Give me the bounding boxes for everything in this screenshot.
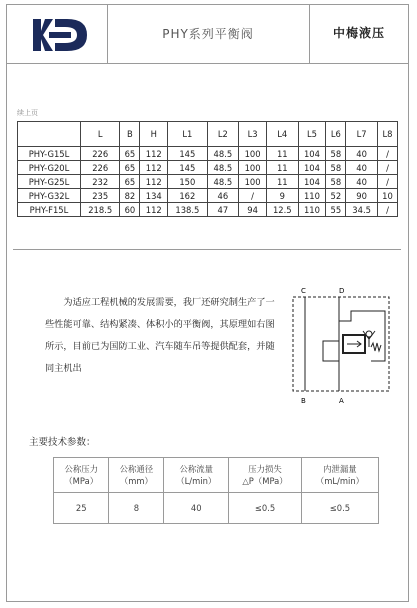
- table-cell: 65: [120, 175, 140, 189]
- table-row: [18, 175, 398, 189]
- params-table: [53, 457, 379, 524]
- column-header: B: [120, 122, 140, 147]
- table-cell: 60: [120, 203, 140, 217]
- table-cell: 55: [326, 203, 346, 217]
- table-cell: 48.5: [207, 161, 239, 175]
- table-cell: 104: [298, 147, 326, 161]
- table-header-row: [54, 458, 379, 493]
- table-cell: 235: [81, 189, 120, 203]
- table-cell: 134: [140, 189, 168, 203]
- column-header: 公称压力 （MPa）: [54, 458, 109, 493]
- table-cell: 46: [207, 189, 239, 203]
- model-cell: PHY-G15L: [18, 147, 81, 161]
- table-cell: 138.5: [168, 203, 207, 217]
- table-cell: 8: [109, 493, 164, 524]
- table-cell: 58: [326, 175, 346, 189]
- column-header: L2: [207, 122, 239, 147]
- table-cell: 90: [346, 189, 378, 203]
- table-cell: 112: [140, 175, 168, 189]
- page-frame: [6, 4, 409, 602]
- port-d-label: D: [339, 287, 345, 295]
- table-cell: 65: [120, 161, 140, 175]
- table-row: [18, 161, 398, 175]
- port-c-label: C: [301, 287, 306, 295]
- table-cell: 232: [81, 175, 120, 189]
- table-cell: 11: [266, 147, 298, 161]
- company-logo: [31, 15, 91, 55]
- table-cell: 11: [266, 161, 298, 175]
- column-header: L8: [377, 122, 397, 147]
- column-header: L6: [326, 122, 346, 147]
- column-header: L3: [239, 122, 267, 147]
- column-header: L1: [168, 122, 207, 147]
- table-cell: /: [377, 161, 397, 175]
- column-header: H: [140, 122, 168, 147]
- table-cell: 112: [140, 161, 168, 175]
- params-title: 主要技术参数：: [29, 437, 96, 448]
- column-header: 公称流量 （L/min）: [164, 458, 229, 493]
- company-name: 中梅液压: [332, 26, 385, 40]
- table-cell: 162: [168, 189, 207, 203]
- column-header: 内泄漏量 （mL/min）: [301, 458, 378, 493]
- table-cell: 65: [120, 147, 140, 161]
- table-cell: /: [377, 147, 397, 161]
- table-row: [54, 493, 379, 524]
- column-header: L4: [266, 122, 298, 147]
- continued-label: 续上页: [17, 109, 38, 117]
- model-cell: PHY-G32L: [18, 189, 81, 203]
- table-row: [18, 189, 398, 203]
- spring-icon: [371, 343, 381, 351]
- table-cell: 94: [239, 203, 267, 217]
- table-cell: 34.5: [346, 203, 378, 217]
- dimensions-table: [17, 121, 398, 217]
- table-cell: 40: [346, 147, 378, 161]
- header: [7, 5, 408, 64]
- hydraulic-schematic: [289, 281, 397, 405]
- table-cell: ≤0.5: [229, 493, 302, 524]
- model-cell: PHY-F15L: [18, 203, 81, 217]
- table-cell: 112: [140, 203, 168, 217]
- table-cell: /: [239, 189, 267, 203]
- section-divider: [13, 249, 401, 250]
- branch-line: [323, 341, 339, 361]
- table-cell: 226: [81, 147, 120, 161]
- table-cell: 100: [239, 175, 267, 189]
- column-header: [18, 122, 81, 147]
- product-description: 为适应工程机械的发展需要，我厂还研究制生产了一些性能可靠、结构紧凑、体积小的平衡阀，其原理如右图所示，目前已为国防工业、汽车随车吊等提供配套，并随同主机出: [45, 297, 275, 374]
- port-b-label: B: [301, 397, 306, 405]
- table-cell: 150: [168, 175, 207, 189]
- table-cell: 110: [298, 203, 326, 217]
- table-cell: 145: [168, 161, 207, 175]
- table-cell: 40: [164, 493, 229, 524]
- table-cell: 11: [266, 175, 298, 189]
- table-cell: ≤0.5: [301, 493, 378, 524]
- table-cell: 48.5: [207, 175, 239, 189]
- column-header: 公称通径 （mm）: [109, 458, 164, 493]
- column-header: L5: [298, 122, 326, 147]
- model-cell: PHY-G20L: [18, 161, 81, 175]
- table-cell: 112: [140, 147, 168, 161]
- table-cell: 100: [239, 147, 267, 161]
- table-header-row: [18, 122, 398, 147]
- table-cell: 40: [346, 175, 378, 189]
- table-row: [18, 147, 398, 161]
- column-header: 压力损失 △P（MPa）: [229, 458, 302, 493]
- port-a-label: A: [339, 397, 344, 405]
- table-cell: 104: [298, 175, 326, 189]
- table-cell: 82: [120, 189, 140, 203]
- table-cell: 218.5: [81, 203, 120, 217]
- column-header: L: [81, 122, 120, 147]
- table-cell: /: [377, 203, 397, 217]
- model-cell: PHY-G25L: [18, 175, 81, 189]
- table-cell: 58: [326, 147, 346, 161]
- column-header: L7: [346, 122, 378, 147]
- table-cell: 226: [81, 161, 120, 175]
- table-cell: 12.5: [266, 203, 298, 217]
- table-cell: 48.5: [207, 147, 239, 161]
- page-title: PHY系列平衡阀: [162, 27, 254, 41]
- check-ball-icon: [366, 331, 372, 337]
- table-cell: 25: [54, 493, 109, 524]
- table-cell: 110: [298, 189, 326, 203]
- table-cell: 40: [346, 161, 378, 175]
- table-cell: 145: [168, 147, 207, 161]
- table-cell: 58: [326, 161, 346, 175]
- table-cell: 52: [326, 189, 346, 203]
- table-cell: 10: [377, 189, 397, 203]
- table-cell: 47: [207, 203, 239, 217]
- table-cell: 100: [239, 161, 267, 175]
- table-row: [18, 203, 398, 217]
- table-cell: /: [377, 175, 397, 189]
- table-cell: 9: [266, 189, 298, 203]
- table-cell: 104: [298, 161, 326, 175]
